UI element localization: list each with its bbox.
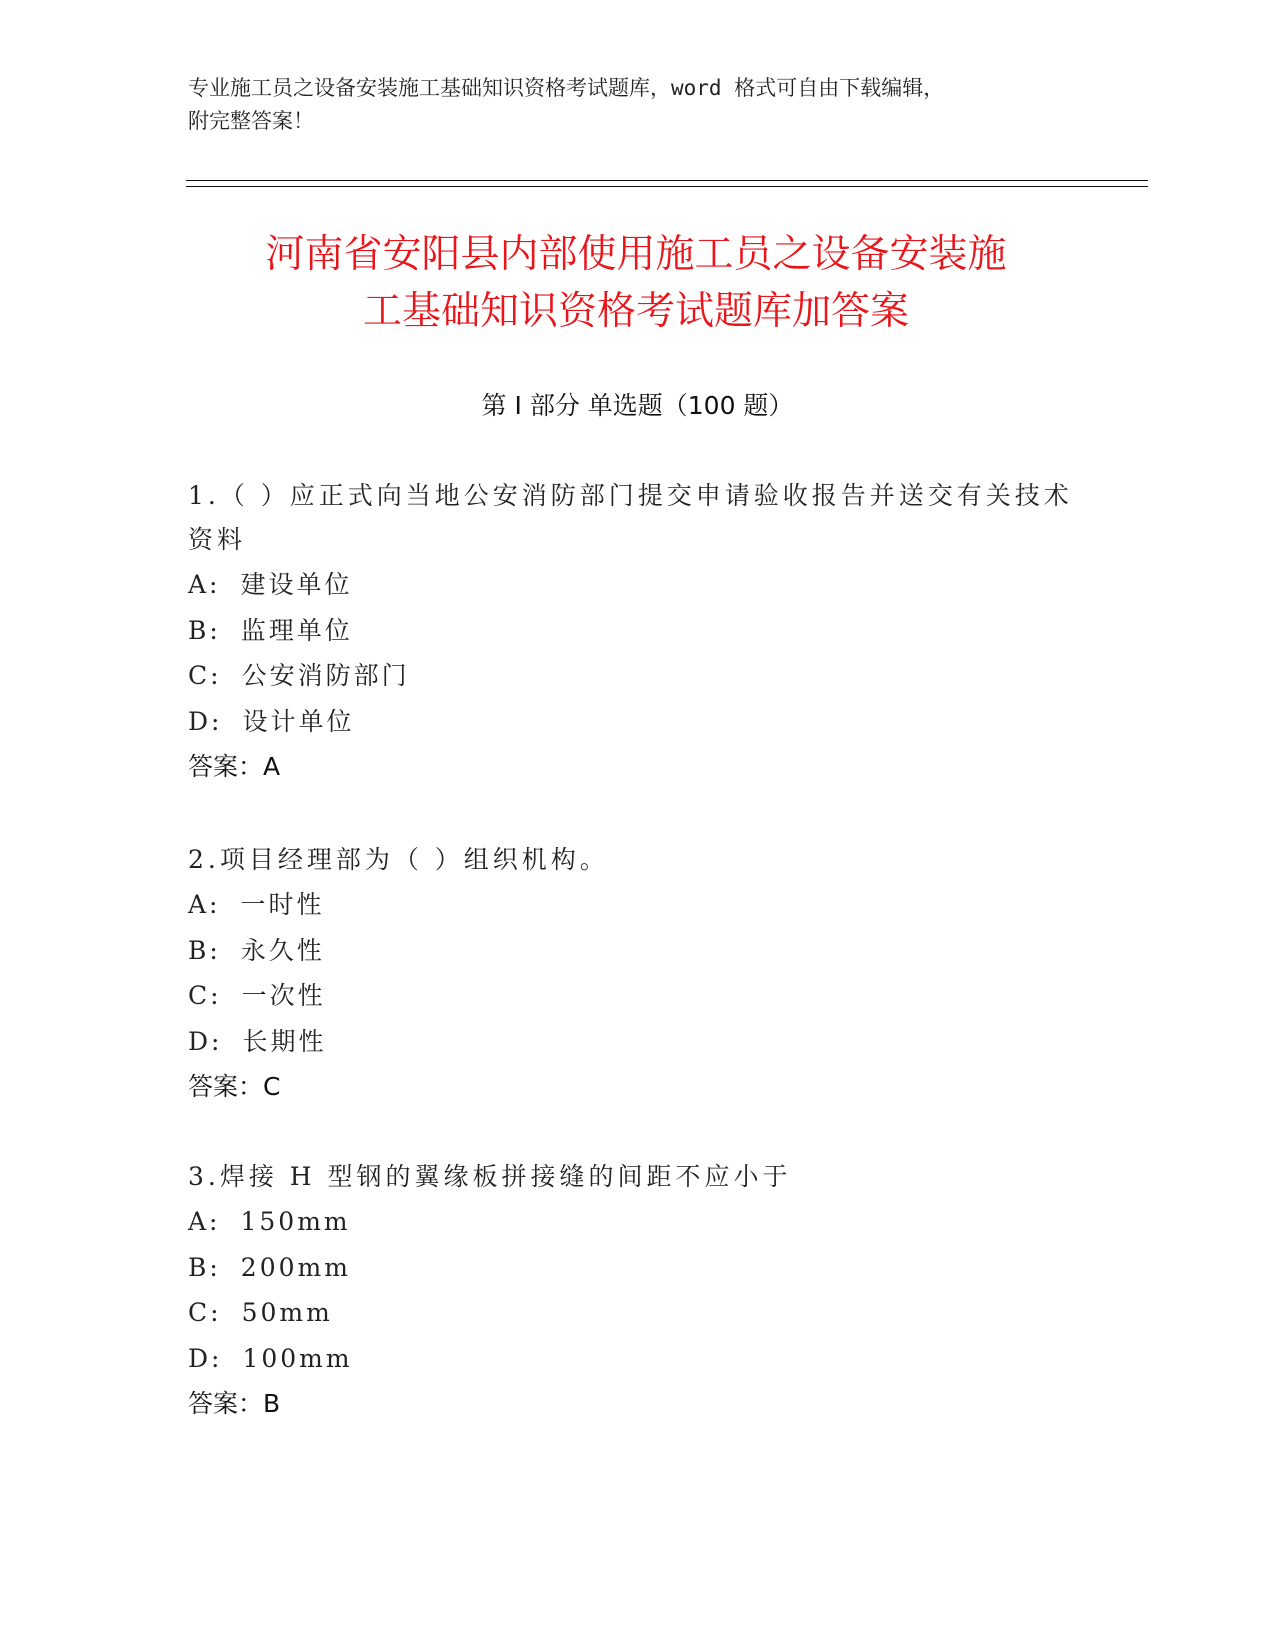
option-text: 长期性 <box>242 1026 327 1056</box>
option-key: B: <box>188 1252 221 1282</box>
option-c <box>188 1290 1088 1336</box>
option-text: 一时性 <box>240 890 325 919</box>
option-a <box>188 562 1088 608</box>
section-title: 第 I 部分 单选题（100 题） <box>481 391 794 420</box>
option-text: 200mm <box>240 1252 351 1282</box>
header-note-line1: 专业施工员之设备安装施工基础知识资格考试题库，word 格式可自由下载编辑， <box>188 76 945 100</box>
question-stem: 2.项目经理部为（ ）组织机构。 <box>188 845 609 874</box>
option-key: B: <box>188 935 221 965</box>
answer: 答案：B <box>188 1389 281 1418</box>
header-note <box>188 72 1088 138</box>
option-key: C: <box>188 661 222 690</box>
question-stem: 3.焊接 H 型钢的翼缘板拼接缝的间距不应小于 <box>188 1162 792 1191</box>
option-b <box>188 608 1088 654</box>
document-title-line1: 河南省安阳县内部使用施工员之设备安装施 <box>265 232 1007 277</box>
option-c <box>188 653 1088 699</box>
option-key: D: <box>188 1026 223 1056</box>
option-b <box>188 928 1088 974</box>
option-key: C: <box>188 981 222 1010</box>
option-a <box>188 1199 1088 1245</box>
option-key: A: <box>188 890 221 919</box>
option-key: D: <box>188 1343 223 1373</box>
option-c <box>188 973 1088 1019</box>
question-2 <box>188 838 1088 1110</box>
question-3 <box>188 1155 1088 1427</box>
header-divider-bottom <box>186 186 1148 187</box>
option-key: D: <box>188 706 223 736</box>
option-text: 监理单位 <box>240 615 353 645</box>
question-stem: 1.（ ）应正式向当地公安消防部门提交申请验收报告并送交有关技术 <box>188 481 1073 510</box>
question-stem-continued: 资料 <box>188 525 247 554</box>
header-note-line2: 附完整答案！ <box>188 109 314 133</box>
option-key: A: <box>188 570 221 599</box>
option-key: A: <box>188 1207 221 1236</box>
option-text: 一次性 <box>241 981 326 1010</box>
answer: 答案：A <box>188 752 281 781</box>
option-text: 50mm <box>241 1298 333 1327</box>
header-divider-top <box>186 180 1148 181</box>
document-title-line2: 工基础知识资格考试题库加答案 <box>362 289 909 334</box>
option-d <box>188 1019 1088 1065</box>
answer: 答案：C <box>188 1072 281 1101</box>
option-text: 永久性 <box>240 935 325 965</box>
option-text: 建设单位 <box>240 570 353 599</box>
option-text: 100mm <box>242 1343 353 1373</box>
option-text: 设计单位 <box>242 706 355 736</box>
option-text: 150mm <box>240 1207 351 1236</box>
option-b <box>188 1245 1088 1291</box>
document-title <box>186 226 1086 340</box>
option-d <box>188 1336 1088 1382</box>
option-text: 公安消防部门 <box>241 661 410 690</box>
option-a <box>188 882 1088 928</box>
option-d <box>188 699 1088 745</box>
option-key: C: <box>188 1298 222 1327</box>
question-1 <box>188 474 1088 790</box>
option-key: B: <box>188 615 221 645</box>
